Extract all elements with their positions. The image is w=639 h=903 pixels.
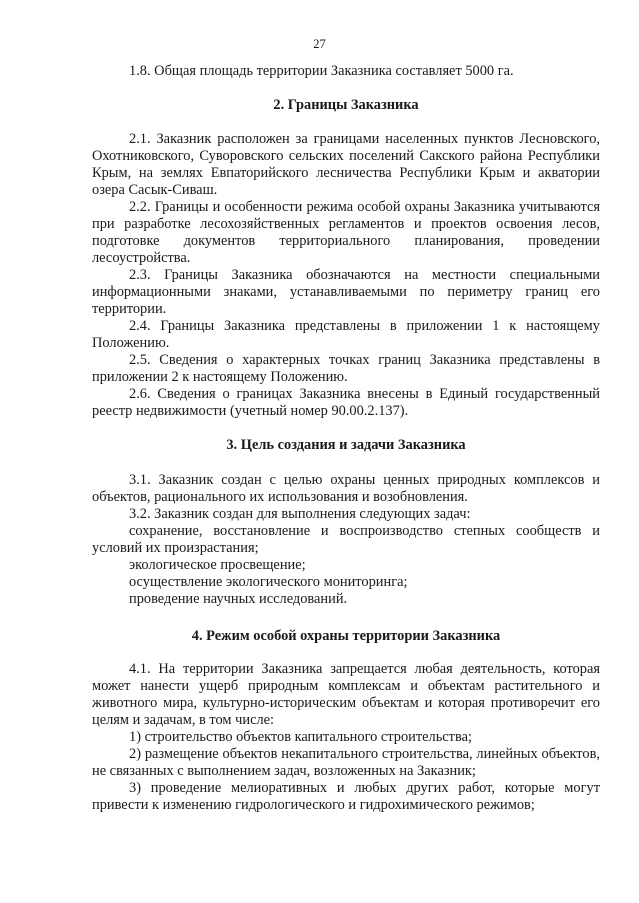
section-heading-2: 2. Границы Заказника: [273, 97, 419, 113]
list-item: осуществление экологического мониторинга;: [129, 574, 408, 590]
paragraph-1-8: 1.8. Общая площадь территории Заказника составляет 5000 га.: [129, 63, 514, 79]
paragraph-2-4: 2.4. Границы Заказника представлены в приложении 1 к настоящему Положению.: [92, 318, 600, 351]
section-heading-4: 4. Режим особой охраны территории Заказника: [191, 628, 501, 644]
page-number: 27: [313, 37, 326, 51]
section-heading-3: 3. Цель создания и задачи Заказника: [226, 437, 466, 453]
paragraph-4-1: 4.1. На территории Заказника запрещается любая деятельность, которая может нанести ущерб природным комплексам и объектам растительного и животного мира, культурно-историческим объектам и которая противоречит его целям и задачам, в том числе:: [92, 661, 600, 728]
task-list: [129, 557, 600, 608]
paragraph-4-1-3: 3) проведение мелиоративных и любых других работ, которые могут привести к изменению гидрологического и гидрохимического режимов;: [92, 780, 600, 813]
paragraph-2-3: 2.3. Границы Заказника обозначаются на местности специальными информационными знаками, устанавливаемыми по периметру границ его территории.: [92, 267, 600, 317]
paragraph-4-1-1: 1) строительство объектов капитального строительства;: [129, 729, 472, 745]
list-item: экологическое просвещение;: [129, 557, 306, 573]
paragraph-2-1: 2.1. Заказник расположен за границами населенных пунктов Лесновского, Охотниковского, Суворовского сельских поселений Сакского района Республики Крым, на землях Евпаторийского лесничества Республики Крым и акватории озера Сасык-Сиваш.: [92, 131, 600, 198]
list-item: проведение научных исследований.: [129, 591, 348, 607]
paragraph-2-2: 2.2. Границы и особенности режима особой охраны Заказника учитываются при разработке лесохозяйственных регламентов и проектов освоения лесов, подготовке документов территориального планирования, проведении лесоустройства.: [92, 199, 600, 266]
paragraph-2-5: 2.5. Сведения о характерных точках границ Заказника представлены в приложении 2 к настоящему Положению.: [92, 352, 600, 385]
paragraph-3-1: 3.1. Заказник создан с целью охраны ценных природных комплексов и объектов, рационального их использования и возобновления.: [92, 472, 600, 505]
paragraph-3-2: 3.2. Заказник создан для выполнения следующих задач:: [129, 506, 471, 522]
paragraph-2-6: 2.6. Сведения о границах Заказника внесены в Единый государственный реестр недвижимости (учетный номер 90.00.2.137).: [92, 386, 600, 419]
paragraph-4-1-2: 2) размещение объектов некапитального строительства, линейных объектов, не связанных с выполнением задач, возложенных на Заказник;: [92, 746, 600, 779]
paragraph-3-2-item: сохранение, восстановление и воспроизводство степных сообществ и условий их произрастания;: [92, 523, 600, 556]
